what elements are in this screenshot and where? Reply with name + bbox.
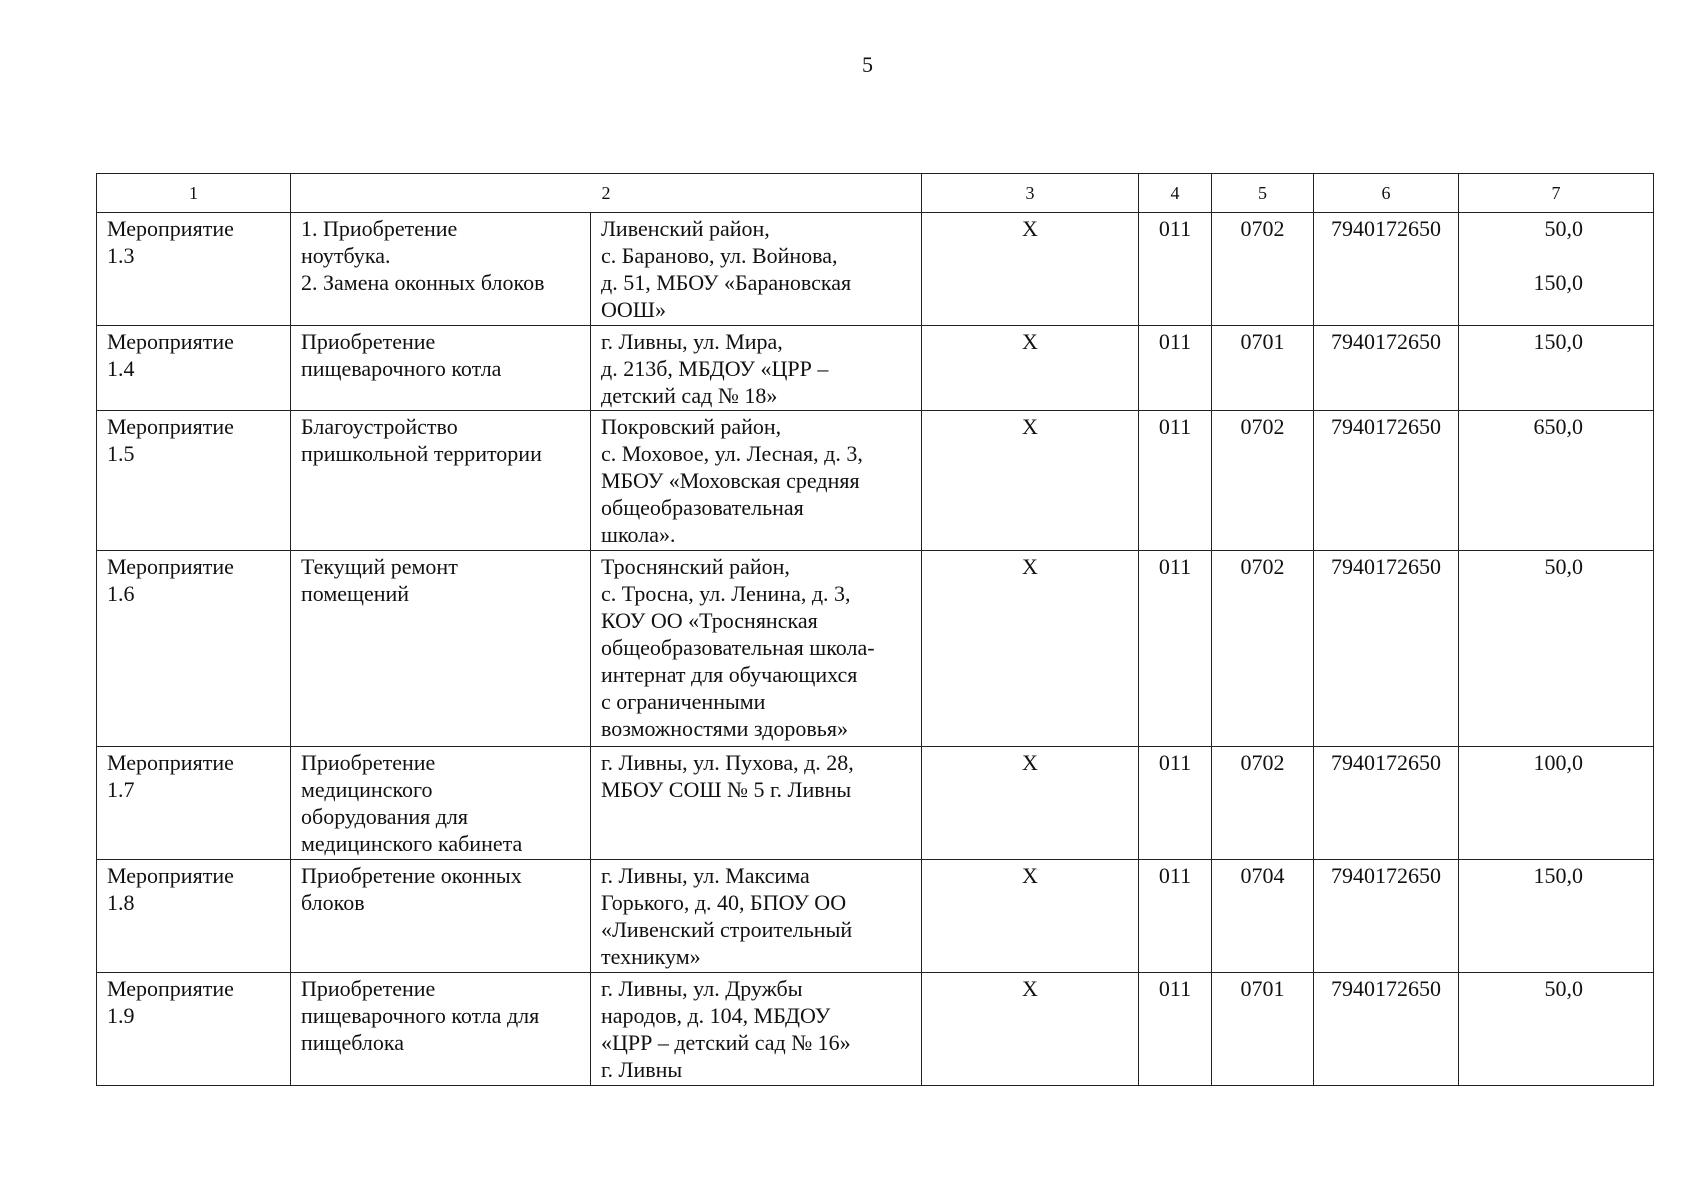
address-line: техникум» — [601, 944, 701, 969]
address-line: с. Моховое, ул. Лесная, д. 3, — [601, 441, 863, 466]
col5-cell: 0702 — [1212, 747, 1314, 860]
address-line: с ограниченными — [601, 689, 766, 714]
event-label: Мероприятие — [107, 863, 234, 888]
address-line: г. Ливны, ул. Пухова, д. 28, — [601, 750, 854, 775]
col4-cell: 011 — [1139, 973, 1212, 1086]
event-number: 1.3 — [107, 243, 135, 268]
description-line: пришкольной территории — [301, 441, 542, 466]
header-col-1: 1 — [97, 174, 291, 213]
address-line: г. Ливны, ул. Максима — [601, 863, 810, 888]
address-cell — [591, 973, 922, 1086]
amount-value: 50,0 — [1544, 216, 1583, 241]
address-line: МБОУ СОШ № 5 г. Ливны — [601, 777, 852, 802]
address-cell — [591, 411, 922, 551]
address-line: общеобразовательная школа- — [601, 635, 875, 660]
col6-cell: 7940172650 — [1314, 973, 1459, 1086]
description-cell — [291, 860, 591, 973]
amount-cell — [1459, 551, 1654, 747]
amount-value: 650,0 — [1533, 414, 1583, 439]
col6-cell: 7940172650 — [1314, 213, 1459, 326]
description-line: Текущий ремонт — [301, 554, 458, 579]
description-line: ноутбука. — [301, 243, 391, 268]
event-cell — [97, 551, 291, 747]
address-line: возможностями здоровья» — [601, 716, 848, 741]
description-line: Благоустройство — [301, 414, 458, 439]
address-line: КОУ ОО «Троснянская — [601, 608, 818, 633]
address-line: общеобразовательная — [601, 495, 804, 520]
address-cell — [591, 860, 922, 973]
col6-cell: 7940172650 — [1314, 747, 1459, 860]
description-line: медицинского кабинета — [301, 831, 523, 856]
amount-value: 50,0 — [1544, 976, 1583, 1001]
description-line: 1. Приобретение — [301, 216, 458, 241]
description-cell — [291, 551, 591, 747]
col6-cell: 7940172650 — [1314, 326, 1459, 411]
col4-cell: 011 — [1139, 213, 1212, 326]
table-row — [97, 213, 1654, 326]
description-cell — [291, 747, 591, 860]
description-line: пищеблока — [301, 1030, 404, 1055]
event-cell — [97, 973, 291, 1086]
events-table — [96, 173, 1654, 1086]
description-line: Приобретение — [301, 750, 436, 775]
col5-cell: 0701 — [1212, 973, 1314, 1086]
amount-value: 150,0 — [1533, 863, 1583, 888]
col5-cell: 0704 — [1212, 860, 1314, 973]
address-line: МБОУ «Моховская средняя — [601, 468, 860, 493]
description-line: блоков — [301, 890, 365, 915]
address-line: д. 213б, МБДОУ «ЦРР – — [601, 356, 829, 381]
col3-cell: Х — [922, 326, 1139, 411]
event-cell — [97, 860, 291, 973]
col5-cell: 0702 — [1212, 551, 1314, 747]
col3-cell: Х — [922, 860, 1139, 973]
col4-cell: 011 — [1139, 747, 1212, 860]
col4-cell: 011 — [1139, 551, 1212, 747]
address-cell — [591, 326, 922, 411]
header-col-6: 6 — [1314, 174, 1459, 213]
address-line: д. 51, МБОУ «Барановская — [601, 270, 852, 295]
amount-value: 50,0 — [1544, 554, 1583, 579]
event-label: Мероприятие — [107, 976, 234, 1001]
header-col-5: 5 — [1212, 174, 1314, 213]
amount-cell — [1459, 411, 1654, 551]
address-line: ООШ» — [601, 297, 666, 322]
amount-value: 150,0 — [1533, 329, 1583, 354]
amount-cell — [1459, 213, 1654, 326]
col3-cell: Х — [922, 411, 1139, 551]
table-row — [97, 551, 1654, 747]
event-number: 1.8 — [107, 890, 135, 915]
description-line: Приобретение — [301, 329, 436, 354]
col5-cell: 0702 — [1212, 411, 1314, 551]
address-line: «Ливенский строительный — [601, 917, 853, 942]
col3-cell: Х — [922, 213, 1139, 326]
event-label: Мероприятие — [107, 329, 234, 354]
description-line: 2. Замена оконных блоков — [301, 270, 545, 295]
address-cell — [591, 551, 922, 747]
amount-cell — [1459, 973, 1654, 1086]
address-line: школа». — [601, 522, 676, 547]
event-label: Мероприятие — [107, 414, 234, 439]
table-row — [97, 860, 1654, 973]
description-line: Приобретение — [301, 976, 436, 1001]
event-cell — [97, 213, 291, 326]
description-cell — [291, 411, 591, 551]
col4-cell: 011 — [1139, 860, 1212, 973]
header-col-2: 2 — [291, 174, 922, 213]
header-col-4: 4 — [1139, 174, 1212, 213]
address-line: Троснянский район, — [601, 554, 790, 579]
amount-value: 100,0 — [1533, 750, 1583, 775]
event-label: Мероприятие — [107, 750, 234, 775]
header-col-3: 3 — [922, 174, 1139, 213]
description-line: помещений — [301, 581, 410, 606]
address-line: детский сад № 18» — [601, 383, 778, 408]
description-cell — [291, 973, 591, 1086]
event-number: 1.9 — [107, 1003, 135, 1028]
col4-cell: 011 — [1139, 411, 1212, 551]
event-cell — [97, 326, 291, 411]
address-line: Покровский район, — [601, 414, 782, 439]
col5-cell: 0702 — [1212, 213, 1314, 326]
col5-cell: 0701 — [1212, 326, 1314, 411]
table-row — [97, 411, 1654, 551]
header-col-7: 7 — [1459, 174, 1654, 213]
address-line: Ливенский район, — [601, 216, 770, 241]
event-label: Мероприятие — [107, 554, 234, 579]
col3-cell: Х — [922, 747, 1139, 860]
description-line: медицинского — [301, 777, 433, 802]
address-cell — [591, 747, 922, 860]
description-line: пищеварочного котла — [301, 356, 502, 381]
col6-cell: 7940172650 — [1314, 860, 1459, 973]
col6-cell: 7940172650 — [1314, 551, 1459, 747]
address-cell — [591, 213, 922, 326]
col3-cell: Х — [922, 973, 1139, 1086]
address-line: г. Ливны, ул. Дружбы — [601, 976, 803, 1001]
table-row — [97, 973, 1654, 1086]
description-line: оборудования для — [301, 804, 469, 829]
table-row — [97, 747, 1654, 860]
address-line: с. Тросна, ул. Ленина, д. 3, — [601, 581, 851, 606]
event-label: Мероприятие — [107, 216, 234, 241]
event-number: 1.7 — [107, 777, 135, 802]
event-number: 1.5 — [107, 441, 135, 466]
event-number: 1.4 — [107, 356, 135, 381]
amount-cell — [1459, 326, 1654, 411]
event-cell — [97, 411, 291, 551]
address-line: интернат для обучающихся — [601, 662, 858, 687]
address-line: с. Бараново, ул. Войнова, — [601, 243, 838, 268]
description-cell — [291, 326, 591, 411]
address-line: г. Ливны — [601, 1057, 683, 1082]
col6-cell: 7940172650 — [1314, 411, 1459, 551]
address-line: Горького, д. 40, БПОУ ОО — [601, 890, 847, 915]
col4-cell: 011 — [1139, 326, 1212, 411]
description-line: Приобретение оконных — [301, 863, 522, 888]
table-header-row — [97, 174, 1654, 213]
amount-cell — [1459, 860, 1654, 973]
table-row — [97, 326, 1654, 411]
amount-value: 150,0 — [1533, 270, 1583, 295]
event-cell — [97, 747, 291, 860]
address-line: г. Ливны, ул. Мира, — [601, 329, 783, 354]
event-number: 1.6 — [107, 581, 135, 606]
description-line: пищеварочного котла для — [301, 1003, 540, 1028]
page-number: 5 — [862, 52, 873, 77]
address-line: «ЦРР – детский сад № 16» — [601, 1030, 851, 1055]
description-cell — [291, 213, 591, 326]
amount-cell — [1459, 747, 1654, 860]
col3-cell: Х — [922, 551, 1139, 747]
address-line: народов, д. 104, МБДОУ — [601, 1003, 831, 1028]
